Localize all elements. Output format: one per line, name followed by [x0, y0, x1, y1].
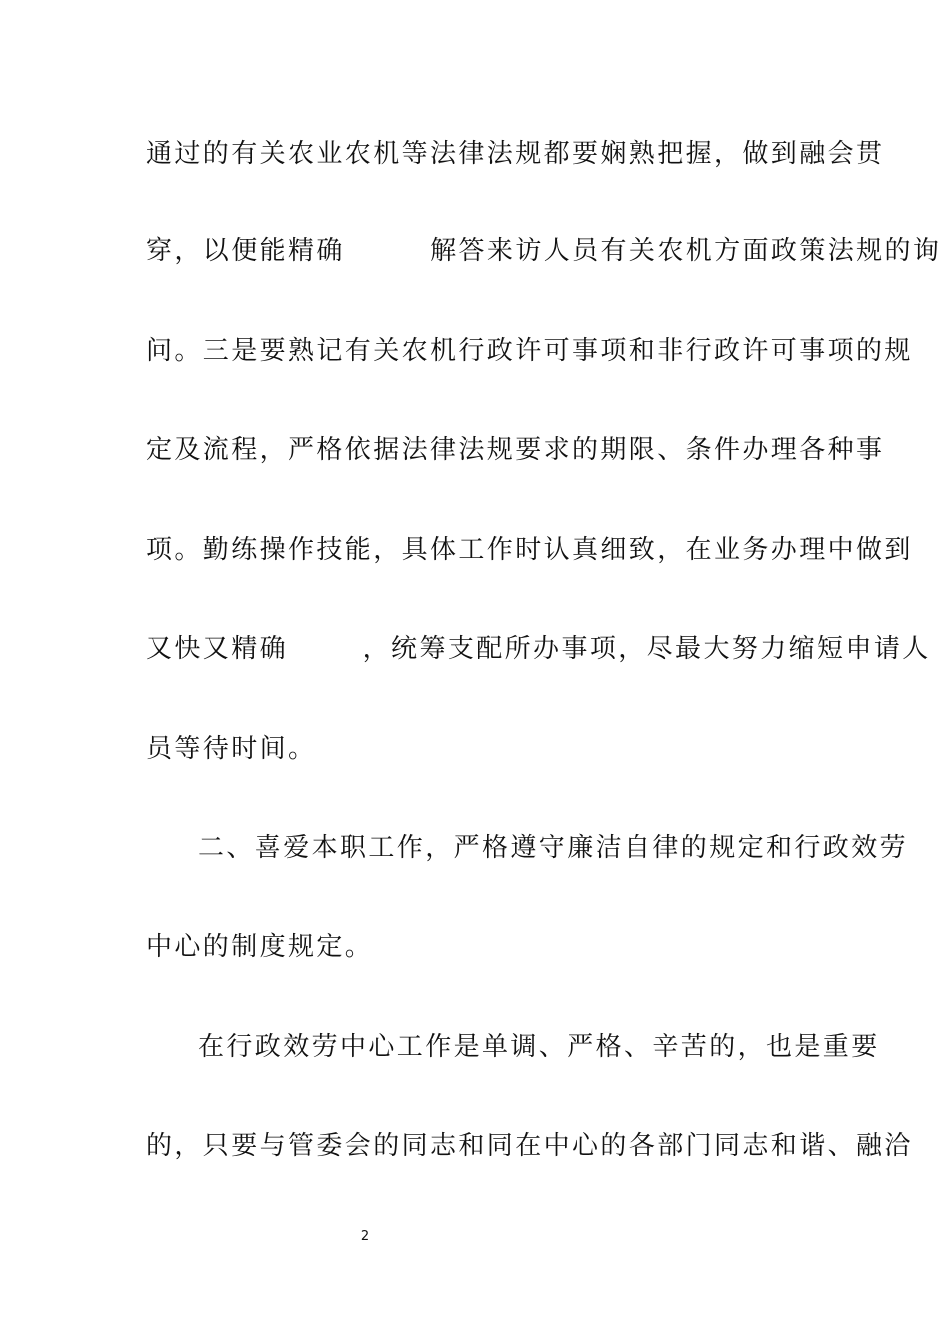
paragraph-1-line-7: 员等待时间。: [146, 734, 317, 764]
paragraph-1-line-5: 项。勤练操作技能，具体工作时认真细致，在业务办理中做到: [146, 535, 913, 565]
paragraph-2-line-1: 二、喜爱本职工作，严格遵守廉洁自律的规定和行政效劳: [198, 833, 909, 863]
paragraph-1-line-6: 又快又精确 ，统筹支配所办事项，尽最大努力缩短申请人: [146, 634, 931, 664]
paragraph-3-line-1: 在行政效劳中心工作是单调、严格、辛苦的，也是重要: [198, 1032, 880, 1062]
paragraph-1-line-2: 穿，以便能精确 解答来访人员有关农机方面政策法规的询: [146, 236, 942, 266]
paragraph-1-line-1: 通过的有关农业农机等法律法规都要娴熟把握，做到融会贯: [146, 139, 885, 169]
paragraph-2-line-2: 中心的制度规定。: [146, 932, 374, 962]
page-number: 2: [360, 1229, 370, 1244]
paragraph-1-line-4: 定及流程，严格依据法律法规要求的期限、条件办理各种事: [146, 435, 885, 465]
paragraph-1-line-3: 问。三是要熟记有关农机行政许可事项和非行政许可事项的规: [146, 336, 913, 366]
paragraph-3-line-2: 的，只要与管委会的同志和同在中心的各部门同志和谐、融洽: [146, 1131, 913, 1161]
